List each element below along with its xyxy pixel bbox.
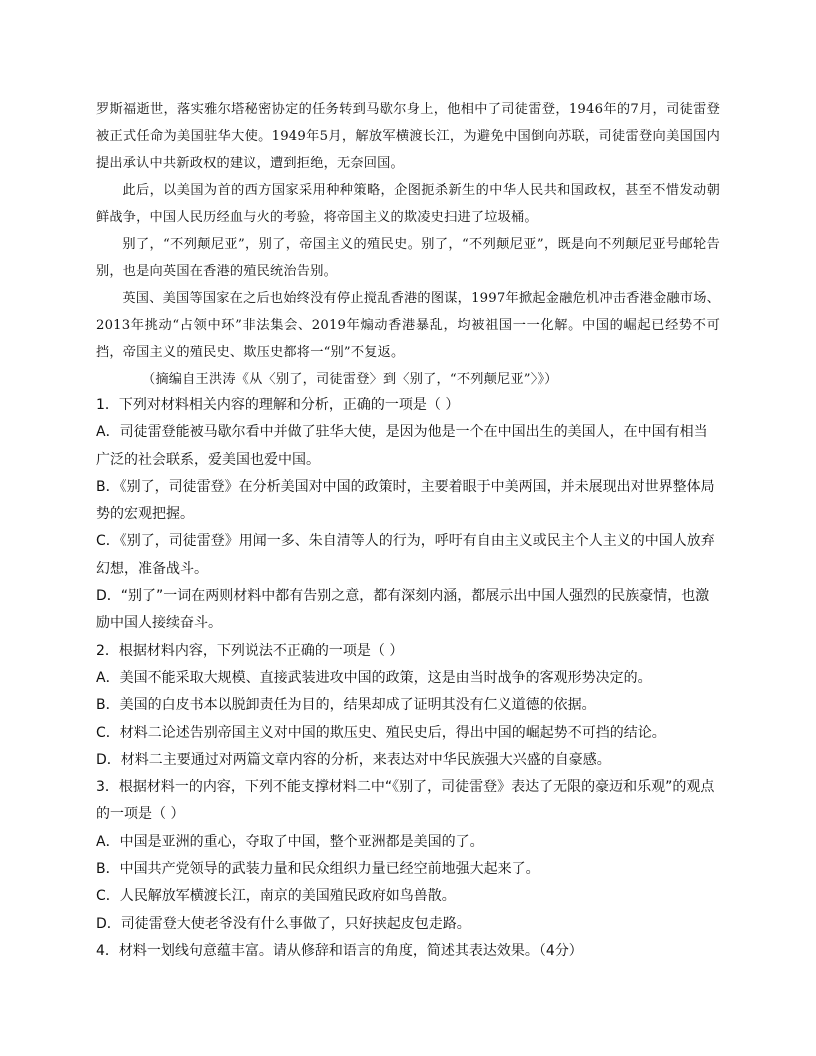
passage-paragraph-2: 此后，以美国为首的西方国家采用种种策略，企图扼杀新生的中华人民共和国政权，甚至不惜发动朝鲜战争，中国人民历经血与火的考验，将帝国主义的欺凌史扫进了垃圾桶。 [96, 183, 720, 225]
question-1-option-b: B．《别了，司徒雷登》在分析美国对中国的政策时，主要着眼于中美两国，并未展现出对世界整体局势的宏观把握。 [96, 478, 715, 523]
question-2-stem: 2．根据材料内容，下列说法不正确的一项是（ ） [96, 642, 404, 659]
question-2-option-a: A．美国不能采取大规模、直接武装进攻中国的政策，这是由当时战争的客观形势决定的。 [96, 669, 652, 686]
question-1-option-a: A．司徒雷登能被马歇尔看中并做了驻华大使，是因为他是一个在中国出生的美国人，在中国有相当广泛的社会联系，爱美国也爱中国。 [96, 424, 708, 468]
question-1-stem: 1．下列对材料相关内容的理解和分析，正确的一项是（ ） [96, 397, 460, 413]
passage-paragraph-1: 罗斯福逝世，落实雅尔塔秘密协定的任务转到马歇尔身上，他相中了司徒雷登，1946年的7月，司徒雷登被正式任命为美国驻华大使。1949年5月，解放军横渡长江，为避免中国倒向苏联，司徒雷登向美国国内提出承认中共新政权的建议，遭到拒绝，无奈回国。 [96, 102, 720, 171]
question-2-option-d: D．材料二主要通过对两篇文章内容的分析，来表达对中华民族强大兴盛的自豪感。 [96, 751, 611, 768]
passage-paragraph-4: 英国、美国等国家在之后也始终没有停止搅乱香港的图谋，1997年掀起金融危机冲击香港金融市场、2013年挑动“占领中环”非法集会、2019年煽动香港暴乱，均被祖国一一化解。中国的崛起已经势不可挡，帝国主义的殖民史、欺压史都将一“别”不复返。 [96, 291, 720, 360]
passage-paragraph-3: 别了，“不列颠尼亚”，别了，帝国主义的殖民史。别了，“不列颠尼亚”，既是向不列颠尼亚号邮轮告别，也是向英国在香港的殖民统治告别。 [96, 237, 720, 279]
question-3-option-b: B．中国共产党领导的武装力量和民众组织力量已经空前地强大起来了。 [96, 861, 540, 878]
question-3-option-a: A．中国是亚洲的重心，夺取了中国，整个亚洲都是美国的了。 [96, 833, 484, 850]
question-2-option-c: C．材料二论述告别帝国主义对中国的欺压史、殖民史后，得出中国的崛起势不可挡的结论。 [96, 724, 666, 741]
question-3-stem: 3．根据材料一的内容，下列不能支撑材料二中“《别了，司徒雷登》表达了无限的豪迈和乐观”的观点的一项是（ ） [96, 779, 715, 823]
question-3-option-c: C．人民解放军横渡长江，南京的美国殖民政府如鸟兽散。 [96, 888, 456, 905]
question-2-option-b: B．美国的白皮书本以脱卸责任为目的，结果却成了证明其没有仁义道德的依据。 [96, 697, 596, 714]
question-1-option-d: D．“别了”一词在两则材料中都有告别之意，都有深刻内涵，都展示出中国人强烈的民族豪情，也激励中国人接续奋斗。 [96, 588, 710, 632]
question-3-option-d: D．司徒雷登大使老爷没有什么事做了，只好挟起皮包走路。 [96, 915, 471, 932]
question-1-option-c: C．《别了，司徒雷登》用闻一多、朱自清等人的行为，呼吁有自由主义或民主个人主义的中国人放弃幻想，准备战斗。 [96, 533, 715, 577]
question-list [96, 392, 720, 965]
reading-passage [96, 96, 720, 393]
passage-source: （摘编自王洪涛《从〈别了，司徒雷登〉到〈别了，“不列颠尼亚”〉》） [142, 372, 558, 387]
question-4-stem: 4．材料一划线句意蕴丰富。请从修辞和语言的角度，简述其表达效果。（4分） [96, 942, 583, 959]
